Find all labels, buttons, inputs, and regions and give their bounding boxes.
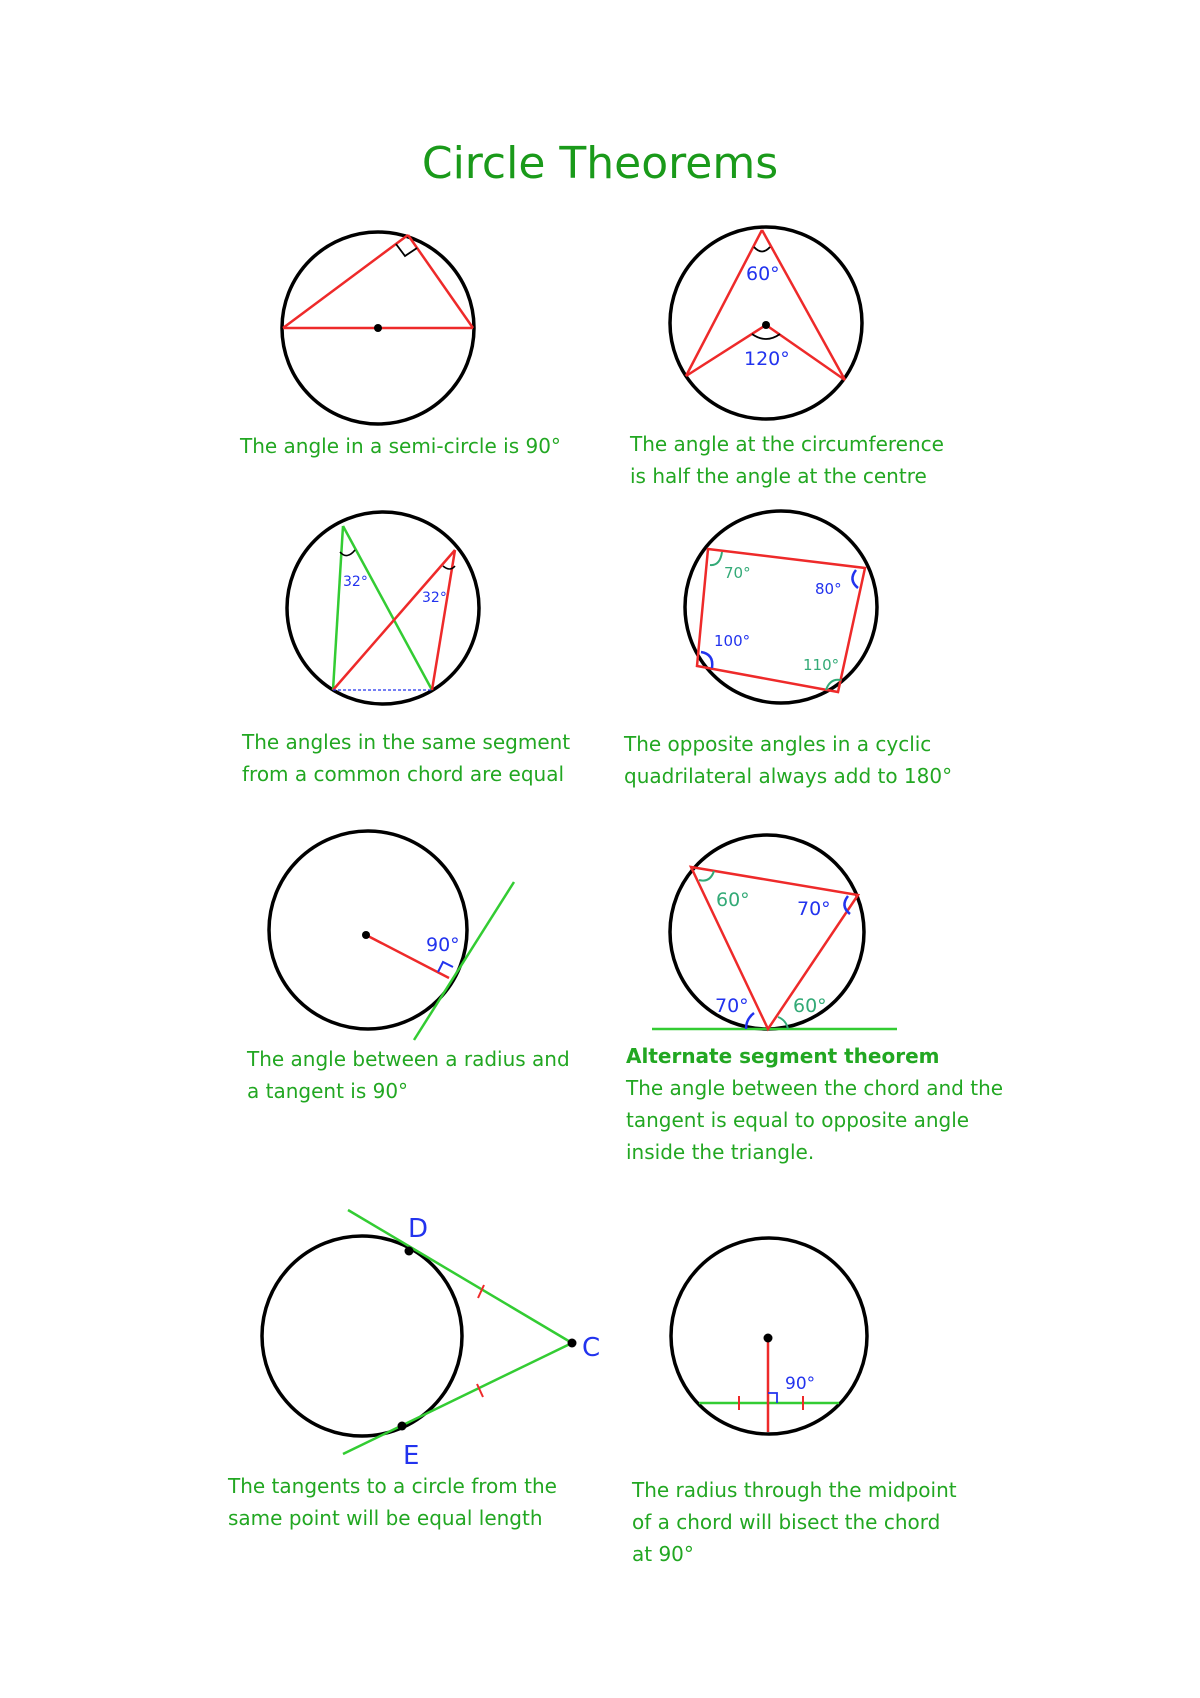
caption-line: The angle at the circumference — [630, 432, 944, 456]
angle-label-70-bottom: 70° — [715, 995, 749, 1017]
right-angle-mark — [768, 1393, 777, 1403]
caption-line: quadrilateral always add to 180° — [624, 764, 953, 788]
diagram-centre-angle — [670, 227, 862, 419]
caption-same-segment — [242, 726, 570, 790]
label-d: D — [408, 1214, 429, 1244]
centre-point — [762, 321, 770, 329]
caption-semicircle — [240, 430, 561, 462]
point-c — [568, 1339, 577, 1348]
caption-line: at 90° — [632, 1542, 694, 1566]
diagram-same-segment — [287, 512, 479, 704]
centre-angle-arc — [752, 334, 780, 339]
diagram-radius-tangent — [269, 831, 514, 1040]
caption-line: tangent is equal to opposite angle — [626, 1108, 970, 1132]
angle-label-110: 110° — [803, 656, 840, 674]
caption-line: a tangent is 90° — [247, 1079, 409, 1103]
caption-line: The angle in a semi-circle is 90° — [240, 434, 561, 458]
caption-line: The angle between a radius and — [247, 1047, 570, 1071]
caption-line: from a common chord are equal — [242, 762, 565, 786]
angle-label-60-bottom: 60° — [793, 995, 827, 1017]
caption-line: same point will be equal length — [228, 1506, 543, 1530]
angle-arc-70-top — [844, 896, 850, 914]
centre-point — [374, 324, 382, 332]
angle-arc-80 — [852, 570, 858, 588]
caption-line: of a chord will bisect the chord — [632, 1510, 941, 1534]
caption-line: The opposite angles in a cyclic — [624, 732, 932, 756]
page-title: Circle Theorems — [421, 138, 779, 189]
point-d — [405, 1247, 414, 1256]
chord-left — [283, 235, 408, 328]
caption-heading: Alternate segment theorem — [626, 1044, 940, 1068]
circle — [287, 512, 479, 704]
label-e: E — [403, 1441, 420, 1471]
right-angle-mark — [438, 962, 453, 972]
angle-label-32-b: 32° — [422, 590, 447, 606]
caption-line: The angle between the chord and the — [626, 1076, 1004, 1100]
caption-alternate-segment — [626, 1040, 1003, 1168]
top-angle-arc — [754, 247, 770, 252]
diagram-cyclic-quadrilateral — [685, 511, 877, 703]
label-c: C — [582, 1333, 601, 1363]
diagram-equal-tangents — [262, 1210, 600, 1471]
caption-equal-tangents — [228, 1470, 557, 1534]
angle-label-60-top: 60° — [716, 889, 750, 911]
caption-cyclic-quadrilateral — [624, 728, 952, 792]
point-e — [398, 1422, 407, 1431]
caption-line: inside the triangle. — [626, 1140, 815, 1164]
quadrilateral — [697, 549, 865, 692]
circle — [685, 511, 877, 703]
caption-line: The angles in the same segment — [242, 730, 571, 754]
green-chord-b — [343, 526, 432, 690]
angle-label-100: 100° — [714, 632, 751, 650]
angle-label-90: 90° — [785, 1374, 816, 1394]
diagram-alternate-segment — [652, 835, 897, 1029]
diagram-semicircle — [282, 232, 474, 424]
circle — [269, 831, 467, 1029]
green-chord-a — [333, 526, 343, 690]
angle-label-60: 60° — [746, 263, 780, 285]
right-angle-mark — [396, 244, 417, 256]
circle — [262, 1236, 462, 1436]
angle-label-70-top: 70° — [797, 898, 831, 920]
caption-line: is half the angle at the centre — [630, 464, 927, 488]
angle-label-80: 80° — [815, 580, 842, 598]
angle-arc-70 — [710, 552, 722, 565]
diagram-bisect-chord — [671, 1238, 867, 1434]
caption-radius-tangent — [247, 1043, 570, 1107]
angle-label-70: 70° — [724, 564, 751, 582]
angle-label-32-a: 32° — [343, 574, 368, 590]
angle-label-90: 90° — [426, 934, 460, 956]
angle-label-120: 120° — [744, 348, 790, 370]
caption-line: The tangents to a circle from the — [228, 1474, 557, 1498]
caption-line: The radius through the midpoint — [632, 1478, 957, 1502]
centre-point — [764, 1334, 773, 1343]
caption-bisect-chord — [632, 1474, 957, 1570]
centre-point — [362, 931, 370, 939]
angle-arc-60-top — [699, 871, 714, 881]
caption-centre-angle — [630, 428, 944, 492]
circle — [670, 835, 864, 1029]
